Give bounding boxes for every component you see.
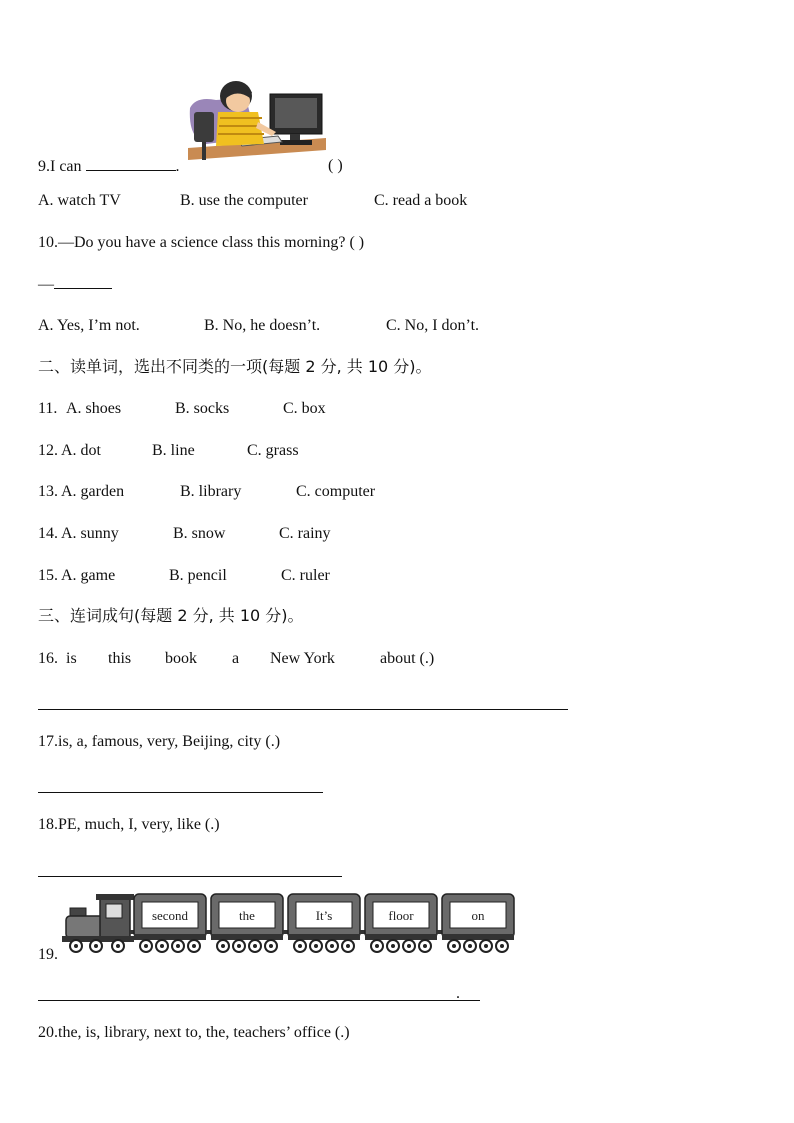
q16-word-5: New York [270,650,335,667]
q16-word-3: book [165,650,197,667]
q18-prompt: 18.PE, much, I, very, like (.) [38,816,220,833]
q10-option-a[interactable]: A. Yes, I’m not. [38,317,140,334]
q9-blank[interactable] [86,156,176,171]
q10-blank[interactable] [54,274,112,289]
q19-end-mark: . [456,985,460,1002]
q18-answer-line[interactable] [38,876,342,877]
q20-prompt: 20.the, is, library, next to, the, teachers’ office (.) [38,1024,350,1041]
q14-option-b[interactable]: B. snow [173,525,226,542]
q17-prompt: 17.is, a, famous, very, Beijing, city (.) [38,733,281,750]
q12-option-c[interactable]: C. grass [247,442,299,459]
q10-option-c[interactable]: C. No, I don’t. [386,317,480,334]
train-car-4 [365,894,442,952]
q9-suffix: . [175,158,180,175]
q11-option-b[interactable]: B. socks [175,400,230,417]
q13-option-b[interactable]: B. library [180,483,242,500]
q9-stem [38,156,180,177]
section2-title: 二、读单词，选出不同类的一项(每题 2 分, 共 10 分)。 [38,357,432,376]
section3-title: 三、连词成句(每题 2 分, 共 10 分)。 [38,606,304,625]
q14-option-a[interactable]: A. sunny [61,525,119,542]
q10-question: 10.—Do you have a science class this morning? ( ) [38,234,365,251]
train-car-word-1: second [151,908,189,923]
train-car-2 [211,894,288,952]
q13-option-c[interactable]: C. computer [296,483,376,500]
train-car-word-3: It’s [315,908,333,923]
q15-option-c[interactable]: C. ruler [281,567,330,584]
q9-prefix: 9.I can [38,158,86,175]
q9-option-b[interactable]: B. use the computer [180,192,308,209]
q16-word-2: this [108,650,132,667]
q12-option-a[interactable]: A. dot [61,442,101,459]
q14-option-c[interactable]: C. rainy [279,525,331,542]
q11-option-a[interactable]: A. shoes [66,400,122,417]
q19-answer-line[interactable] [38,1000,480,1001]
train-car-5 [442,894,514,952]
q10-option-b[interactable]: B. No, he doesn’t. [204,317,321,334]
train-car-3 [288,894,365,952]
q16-word-1: is [66,650,77,667]
train-car-word-4: floor [388,908,414,923]
q10-answer [38,274,112,295]
q13-option-a[interactable]: A. garden [61,483,125,500]
q11-option-c[interactable]: C. box [283,400,326,417]
q11-number: 11. [38,400,58,417]
q14-number: 14. [38,525,58,542]
train-car-word-5: on [471,908,485,923]
q17-answer-line[interactable] [38,792,323,793]
locomotive-icon [62,894,134,952]
q15-number: 15. [38,567,58,584]
q16-answer-line[interactable] [38,709,568,710]
q16-word-6: about (.) [380,650,435,667]
q13-number: 13. [38,483,58,500]
q9-answer-paren[interactable]: ( ) [328,157,343,174]
q12-option-b[interactable]: B. line [152,442,195,459]
q15-option-b[interactable]: B. pencil [169,567,227,584]
q15-option-a[interactable]: A. game [61,567,116,584]
q16-number: 16. [38,650,58,667]
q19-number: 19. [38,946,58,963]
boy-computer-illustration [186,78,332,166]
q9-option-c[interactable]: C. read a book [374,192,468,209]
train-car-word-2: the [239,908,255,923]
q16-word-4: a [232,650,240,667]
train-car-1 [134,894,211,952]
q10-answer-dash: — [38,276,54,293]
q9-option-a[interactable]: A. watch TV [38,192,121,209]
word-train-illustration [60,890,518,958]
q12-number: 12. [38,442,58,459]
